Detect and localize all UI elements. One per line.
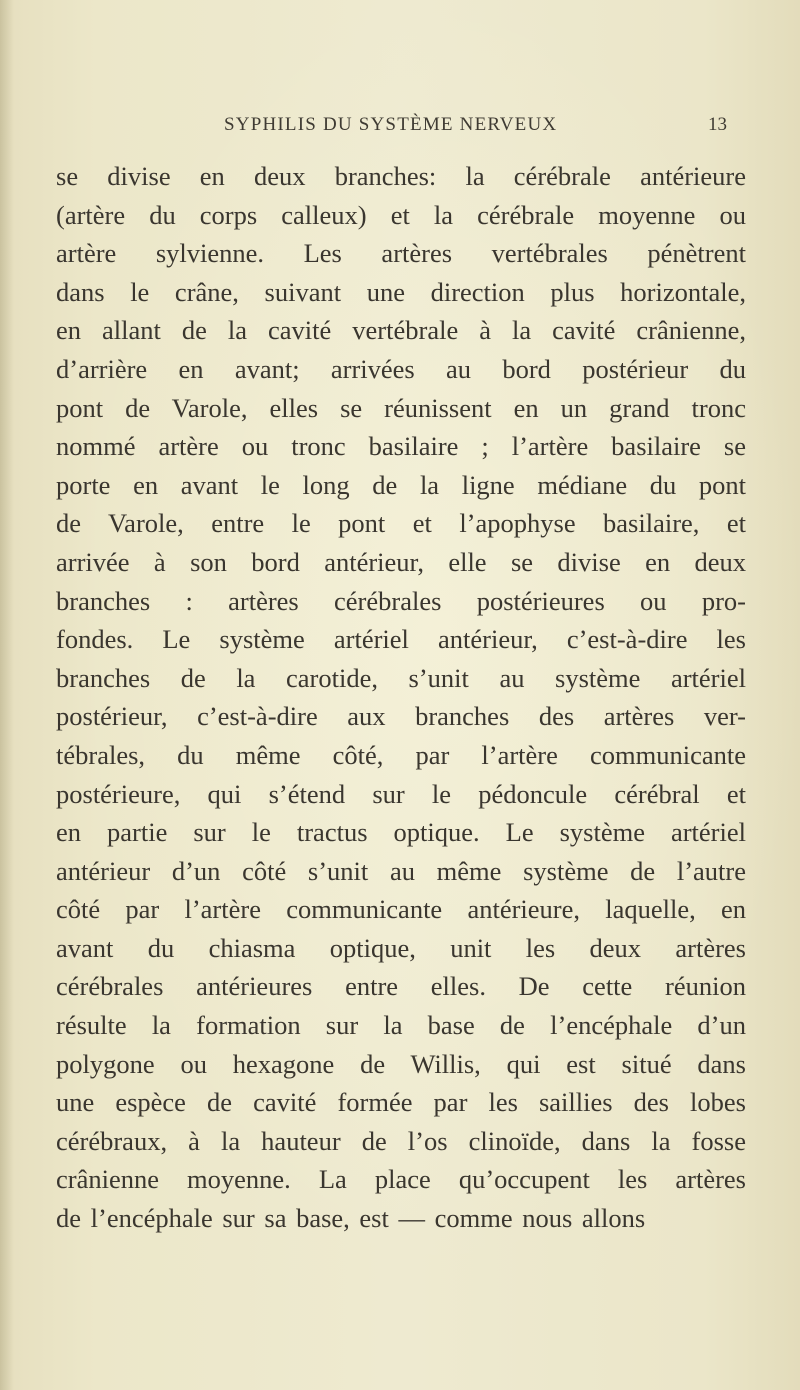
text-line: dans le crâne, suivant une direction plus horizontale, [56, 276, 746, 307]
text-line: artère sylvienne. Les artères vertébrales pénètrent [56, 238, 746, 269]
text-line: porte en avant le long de la ligne médiane du pont [56, 469, 746, 500]
running-head [0, 114, 800, 144]
text-line: se divise en deux branches: la cérébrale antérieure [56, 161, 746, 191]
text-line: branches de la carotide, s’unit au système artériel [56, 662, 746, 693]
text-line: avant du chiasma optique, unit les deux artères [56, 932, 746, 963]
text-line: cérébraux, à la hauteur de l’os clinoïde, dans la fosse [56, 1125, 746, 1156]
text-line: de l’encéphale sur sa base, est — comme nous allons [56, 1203, 646, 1234]
text-line: cérébrales antérieures entre elles. De cette réunion [56, 971, 746, 1002]
body-text [56, 157, 746, 1238]
text-line: côté par l’artère communicante antérieure, laquelle, en [56, 894, 746, 925]
text-line: résulte la formation sur la base de l’encéphale d’un [56, 1010, 746, 1041]
text-line: arrivée à son bord antérieur, elle se divise en deux [56, 546, 746, 577]
text-line: tébrales, du même côté, par l’artère communicante [56, 739, 746, 770]
text-line: postérieur, c’est-à-dire aux branches des artères ver- [56, 701, 746, 732]
text-line: de Varole, entre le pont et l’apophyse basilaire, et [56, 508, 746, 539]
text-line: polygone ou hexagone de Willis, qui est situé dans [56, 1048, 746, 1079]
text-line: en allant de la cavité vertébrale à la cavité crânienne, [56, 315, 746, 346]
text-line: une espèce de cavité formée par les saillies des lobes [56, 1087, 746, 1118]
text-line: crânienne moyenne. La place qu’occupent les artères [56, 1164, 746, 1195]
text-line: fondes. Le système artériel antérieur, c’est-à-dire les [56, 624, 746, 655]
text-line: en partie sur le tractus optique. Le système artériel [56, 817, 746, 848]
text-line: d’arrière en avant; arrivées au bord postérieur du [56, 353, 746, 384]
text-line: postérieure, qui s’étend sur le pédoncule cérébral et [56, 778, 746, 809]
text-line: nommé artère ou tronc basilaire ; l’artère basilaire se [56, 431, 746, 462]
page-edge-shadow [0, 0, 14, 1390]
text-line: (artère du corps calleux) et la cérébrale moyenne ou [56, 199, 746, 230]
page-number: 13 [708, 114, 727, 135]
text-line: pont de Varole, elles se réunissent en un grand tronc [56, 392, 746, 423]
text-line: branches : artères cérébrales postérieures ou pro- [56, 585, 746, 616]
text-line: antérieur d’un côté s’unit au même système de l’autre [56, 855, 746, 886]
running-title: SYPHILIS DU SYSTÈME NERVEUX [224, 114, 558, 135]
